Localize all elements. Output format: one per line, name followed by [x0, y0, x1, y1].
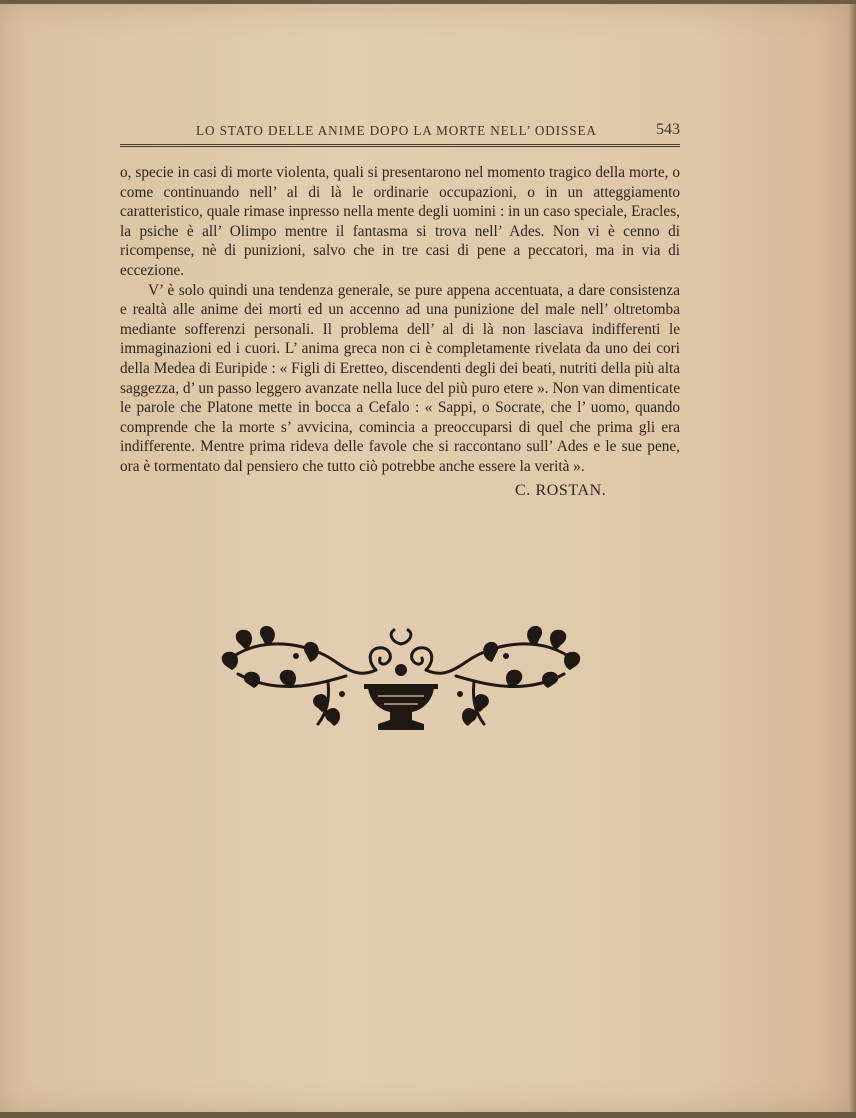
article-text	[120, 163, 680, 477]
page-edge	[848, 4, 856, 1112]
paragraph-continuation: o, specie in casi di morte violenta, quali si presentarono nel momento tragico della morte, o come continuando nell’ al di là le ordinarie occupazioni, o in un atteggiamento caratteristico, quale rimase inpresso nella mente degli uomini : in un caso speciale, Eracles, la psiche è all’ Olimpo mentre il fantasma si trova nell’ Ades. Non vi è cenno di ricompense, nè di punizioni, salvo che in tre casi di pene a peccatori, ma in via di eccezione.	[120, 164, 680, 279]
page-number: 543	[656, 121, 680, 138]
header-rule	[120, 144, 680, 147]
running-head: LO STATO DELLE ANIME DOPO LA MORTE NELL’ ODISSEA	[196, 123, 597, 138]
page-header	[120, 120, 680, 146]
book-page	[0, 4, 848, 1112]
vase-with-vines-ornament-icon	[218, 624, 584, 740]
paragraph-conclusion: V’ è solo quindi una tendenza generale, se pure appena accentuata, a dare consistenza e realtà alle anime dei morti ed un accenno ad una punizione del male nell’ oltretomba mediante sofferenzi personali. Il problema dell’ al di là non lasciava indifferenti le immaginazioni ed i cuori. L’ anima greca non ci è completamente rivelata da uno dei cori della Medea di Euripide : « Figli di Eretteo, discendenti degli dei beati, nutriti della più alta saggezza, d’ un passo leggero avanzate nella luce del più puro etere ». Non van dimenticate le parole che Platone mette in bocca a Cefalo : « Sappi, o Socrate, che l’ uomo, quando comprende che la morte s’ avvicina, comincia a preoccuparsi di quel che prima gli era indifferente. Mentre prima rideva delle favole che si raccontano sull’ Ades e le sue pene, ora è tormentato dal pensiero che tutto ciò potrebbe anche essere la verità ».	[120, 281, 680, 475]
author-signature: C. ROSTAN.	[515, 482, 607, 499]
